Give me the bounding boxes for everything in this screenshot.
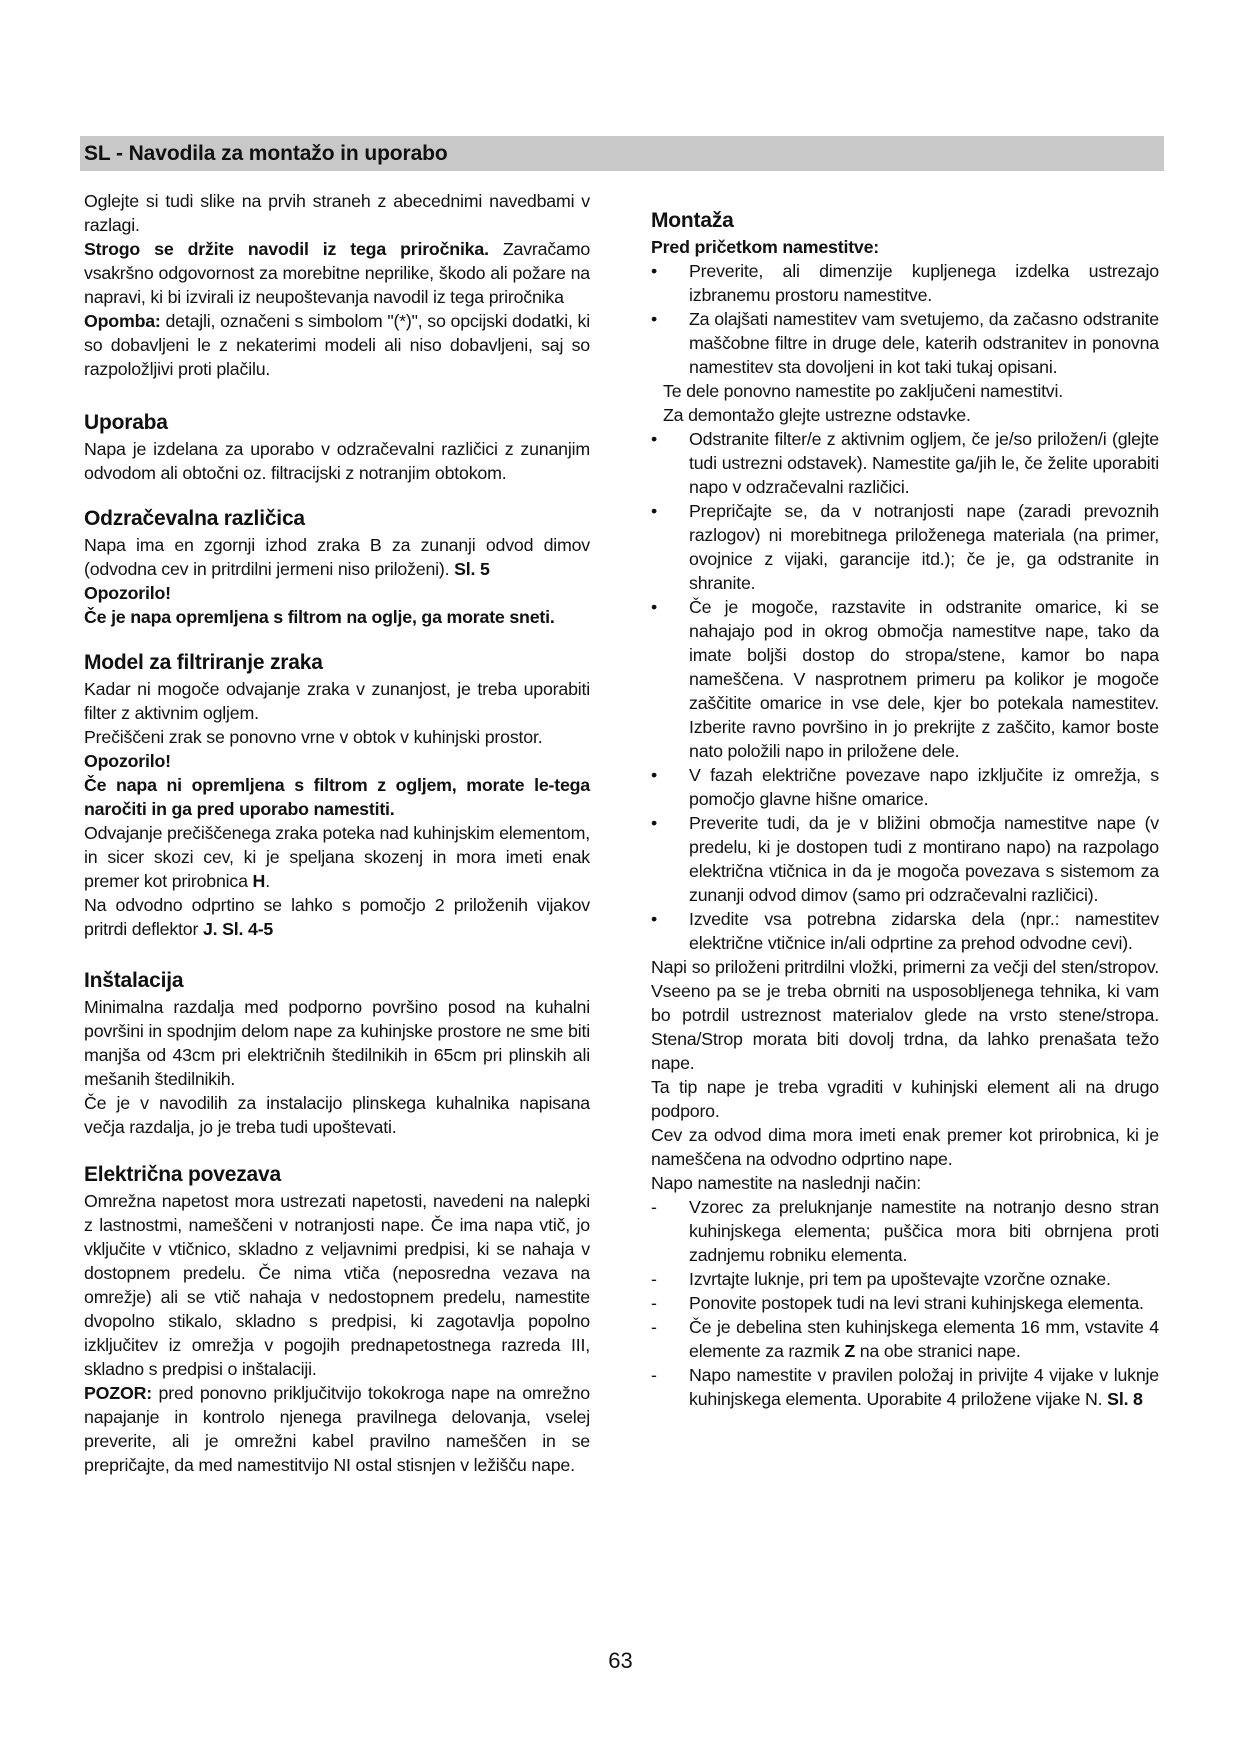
- filtriranje-paragraph-3: Odvajanje prečiščenega zraka poteka nad kuhinjskim elementom, in sicer skozi cev, ki je speljana skozenj in mora imeti enak premer kot prirobnica H.: [84, 823, 590, 891]
- heading-odzracevalna: Odzračevalna različica: [84, 507, 305, 530]
- list-item: - Napo namestite v pravilen položaj in privijte 4 vijake v luknje kuhinjskega elementa. Uporabite 4 priložene vijake N. Sl. 8: [651, 1365, 1159, 1409]
- odzracevalna-warning-label: Opozorilo!: [84, 583, 171, 603]
- intro-warning-paragraph: Strogo se držite navodil iz tega priročnika. Zavračamo vsakršno odgovornost za morebitne neprilike, škodo ali požare na napravi, ki bi izvirali iz neupoštevanja navodil iz tega priročnika: [84, 239, 591, 307]
- uporaba-paragraph: Napa je izdelana za uporabo v odzračevalni različici z zunanjim odvodom ali obtočni oz. filtracijski z notranjim obtokom.: [84, 439, 590, 483]
- odzracevalna-paragraph: Napa ima en zgornji izhod zraka B za zunanji odvod dimov (odvodna cev in pritrdilni jermeni niso priloženi). Sl. 5: [84, 535, 590, 579]
- elektricna-warning: POZOR: pred ponovno priključitvijo tokokroga nape na omrežno napajanje in kontrolo njenega pravilnega delovanja, vselej preverite, ali je omrežni kabel pravilno nameščen in se prepričajte, da med namestitvijo NI ostal stisnjen v ležišču nape.: [84, 1383, 590, 1475]
- note-line-1: Te dele ponovno namestite po zaključeni namestitvi.: [663, 381, 1063, 401]
- list-item: • Če je mogoče, razstavite in odstranite omarice, ki se nahajajo pod in okrog območja namestitve nape, tako da imate boljši dostop do stropa/stene, kamor bo napa nameščena. V nasprotnem primeru pa kolikor je mogoče zaščitite omarice in vse dele, kjer bo potekala namestitev. Izberite ravno površino in jo prekrijte z zaščito, kamor boste nato položili napo in priložene dele.: [651, 597, 1159, 761]
- list-item: • Preverite, ali dimenzije kupljenega izdelka ustrezajo izbranemu prostoru namestitve.: [651, 261, 1159, 305]
- list-item: • Izvedite vsa potrebna zidarska dela (npr.: namestitev električne vtičnice in/ali odprtine za prehod odvodne cevi).: [651, 909, 1159, 953]
- list-item: - Vzorec za preluknjanje namestite na notranjo desno stran kuhinjskega elementa; puščica mora biti obrnjena proti zadnjemu robniku elementa.: [651, 1197, 1159, 1265]
- list-item: • Prepričajte se, da v notranjosti nape (zaradi prevoznih razlogov) ni morebitnega priloženega materiala (na primer, ovojnice z vijaki, garancije itd.); če je, ga odstranite in shranite.: [651, 501, 1159, 593]
- list-item: - Če je debelina sten kuhinjskega elementa 16 mm, vstavite 4 elemente za razmik Z na obe stranici nape.: [651, 1317, 1159, 1361]
- instalacija-paragraph-1: Minimalna razdalja med podporno površino posod na kuhalni površini in spodnjim delom nape za kuhinjske prostore ne sme biti manjša od 43cm pri električnih štedilnikih in 65cm pri plinskih ali mešanih štedilnikih.: [84, 997, 590, 1089]
- filtriranje-warning-text: Če napa ni opremljena s filtrom z ogljem, morate le-tega naročiti in ga pred uporabo namestiti.: [84, 775, 590, 819]
- list-item: • Za olajšati namestitev vam svetujemo, da začasno odstranite maščobne filtre in druge dele, katerih odstranitev in ponovna namestitev sta dovoljeni in kot taki tukaj opisani.: [651, 309, 1159, 377]
- heading-filtriranje: Model za filtriranje zraka: [84, 651, 323, 674]
- right-column: [651, 207, 1159, 1411]
- list-item: • V fazah električne povezave napo izključite iz omrežja, s pomočjo glavne hišne omarice.: [651, 765, 1159, 809]
- list-item: - Izvrtajte luknje, pri tem pa upoštevajte vzorčne oznake.: [651, 1269, 1111, 1289]
- heading-elektricna: Električna povezava: [84, 1163, 281, 1186]
- odzracevalna-warning-text: Če je napa opremljena s filtrom na oglje, ga morate sneti.: [84, 607, 555, 627]
- heading-instalacija: Inštalacija: [84, 969, 184, 992]
- instalacija-paragraph-2: Če je v navodilih za instalacijo plinskega kuhalnika napisana večja razdalja, jo je treba tudi upoštevati.: [84, 1093, 590, 1137]
- page-number: 63: [608, 1648, 633, 1673]
- montaza-paragraph-2: Ta tip nape je treba vgraditi v kuhinjski element ali na drugo podporo.: [651, 1077, 1159, 1121]
- intro-paragraph: Oglejte si tudi slike na prvih straneh z abecednimi navedbami v razlagi.: [84, 191, 590, 235]
- note-line-2: Za demontažo glejte ustrezne odstavke.: [663, 405, 971, 425]
- list-item: • Odstranite filter/e z aktivnim ogljem, če je/so priložen/i (glejte tudi ustrezni odstavek). Namestite ga/jih le, če želite uporabiti napo v odzračevalni različici.: [651, 429, 1159, 497]
- montaza-paragraph-1: Napi so priloženi pritrdilni vložki, primerni za večji del sten/stropov. Vseeno pa se je treba obrniti na usposobljenega tehnika, ki vam bo potrdil ustreznost materialov glede na vrsto stene/stropa. Stena/Strop morata biti dovolj trdna, da lahko prenašata težo nape.: [651, 957, 1159, 1073]
- filtriranje-paragraph-4: Na odvodno odprtino se lahko s pomočjo 2 priloženih vijakov pritrdi deflektor J. Sl. 4-5: [84, 895, 590, 939]
- heading-montaza: Montaža: [651, 209, 734, 232]
- list-item: • Preverite tudi, da je v bližini območja namestitve nape (v predelu, ki je dostopen tudi z montirano napo) na razpolago električna vtičnica in da je mogoča povezava s sistemom za zunanji odvod dimov (samo pri odzračevalni različici).: [651, 813, 1159, 905]
- montaza-paragraph-4: Napo namestite na naslednji način:: [651, 1173, 921, 1193]
- montaza-paragraph-3: Cev za odvod dima mora imeti enak premer kot prirobnica, ki je nameščena na odvodno odprtino nape.: [651, 1125, 1159, 1169]
- filtriranje-paragraph-2: Prečiščeni zrak se ponovno vrne v obtok v kuhinjski prostor.: [84, 727, 543, 747]
- list-item: - Ponovite postopek tudi na levi strani kuhinjskega elementa.: [651, 1293, 1144, 1313]
- page-title: SL - Navodila za montažo in uporabo: [84, 142, 448, 165]
- preparation-list: [651, 259, 1159, 379]
- elektricna-paragraph: Omrežna napetost mora ustrezati napetosti, navedeni na nalepki z lastnostmi, nameščeni v notranjosti nape. Če ima napa vtič, jo vključite v vtičnico, skladno z veljavnimi predpisi, ki se nahaja v dostopnem predelu. Če nima vtiča (neposredna vezava na omrežje) ali se vtič nahaja v nedostopnem predelu, namestite dvopolno stikalo, skladno s predpisi, ki zagotavlja popolno izključitev iz omrežja v pogojih prednapetostnega razreda III, skladno s predpisi o inštalaciji.: [84, 1191, 590, 1379]
- heading-uporaba: Uporaba: [84, 411, 168, 434]
- heading-pred-namestitvijo: Pred pričetkom namestitve:: [651, 237, 880, 257]
- installation-steps: [651, 1195, 1159, 1411]
- note-paragraph: Opomba: detajli, označeni s simbolom "(*)", so opcijski dodatki, ki so dobavljeni le z nekaterimi modeli ali niso dobavljeni, saj so razpoložljivi proti plačilu.: [84, 311, 590, 379]
- filtriranje-warning-label: Opozorilo!: [84, 751, 171, 771]
- left-column: [84, 189, 590, 1477]
- checklist: [651, 427, 1159, 955]
- filtriranje-paragraph-1: Kadar ni mogoče odvajanje zraka v zunanjost, je treba uporabiti filter z aktivnim ogljem.: [84, 679, 590, 723]
